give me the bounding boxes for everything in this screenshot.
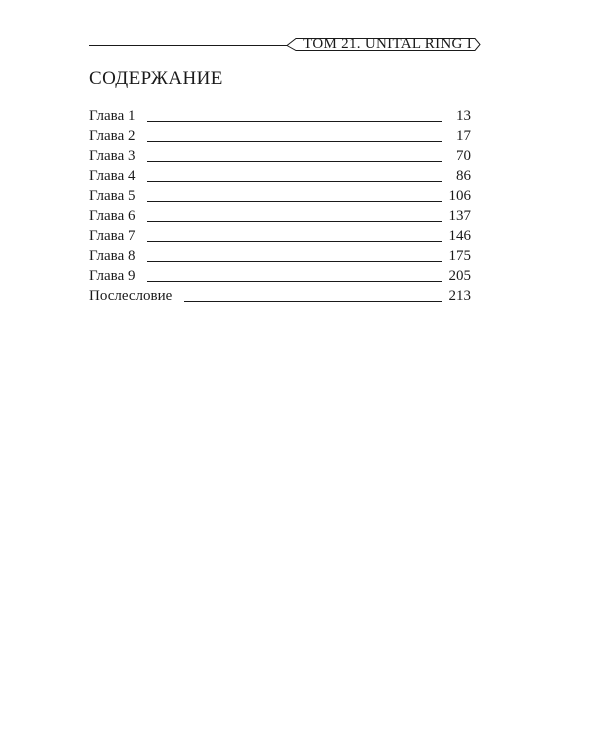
toc-entry-chapter-9[interactable]: [89, 266, 471, 286]
toc-entry-page: 205: [448, 268, 471, 284]
toc-entry-label: Глава 5: [89, 188, 136, 204]
toc-leader-line: [147, 200, 442, 202]
toc-entry-chapter-6[interactable]: [89, 206, 471, 226]
toc-leader-line: [147, 280, 442, 282]
toc-entry-page: 86: [456, 168, 471, 184]
toc-leader-line: [147, 160, 442, 162]
header-rule-ornament: [0, 0, 600, 70]
toc-entry-page: 17: [456, 128, 471, 144]
running-header: [0, 0, 600, 70]
toc-entry-chapter-2[interactable]: [89, 126, 471, 146]
toc-entry-label: Послесловие: [89, 288, 173, 304]
page-title: СОДЕРЖАНИЕ: [89, 68, 223, 89]
running-head-title: ТОМ 21. UNITAL RING I: [303, 36, 472, 52]
toc-leader-line: [147, 240, 442, 242]
toc-entry-label: Глава 3: [89, 148, 136, 164]
toc-entry-chapter-5[interactable]: [89, 186, 471, 206]
toc-leader-line: [147, 260, 442, 262]
toc-entry-chapter-3[interactable]: [89, 146, 471, 166]
toc-entry-chapter-7[interactable]: [89, 226, 471, 246]
toc-entry-page: 137: [448, 208, 471, 224]
table-of-contents: [89, 106, 471, 306]
toc-entry-chapter-1[interactable]: [89, 106, 471, 126]
toc-entry-chapter-4[interactable]: [89, 166, 471, 186]
toc-entry-page: 70: [456, 148, 471, 164]
toc-entry-page: 146: [448, 228, 471, 244]
toc-leader-line: [184, 300, 442, 302]
toc-entry-label: Глава 7: [89, 228, 136, 244]
toc-leader-line: [147, 140, 442, 142]
toc-entry-label: Глава 4: [89, 168, 136, 184]
toc-entry-label: Глава 2: [89, 128, 136, 144]
toc-leader-line: [147, 220, 442, 222]
toc-entry-page: 175: [448, 248, 471, 264]
toc-entry-label: Глава 9: [89, 268, 136, 284]
toc-entry-page: 13: [456, 108, 471, 124]
toc-entry-label: Глава 8: [89, 248, 136, 264]
toc-leader-line: [147, 180, 442, 182]
toc-entry-page: 213: [448, 288, 471, 304]
toc-leader-line: [147, 120, 442, 122]
toc-entry-label: Глава 1: [89, 108, 136, 124]
toc-entry-page: 106: [448, 188, 471, 204]
toc-entry-chapter-8[interactable]: [89, 246, 471, 266]
toc-entry-afterword[interactable]: [89, 286, 471, 306]
toc-entry-label: Глава 6: [89, 208, 136, 224]
